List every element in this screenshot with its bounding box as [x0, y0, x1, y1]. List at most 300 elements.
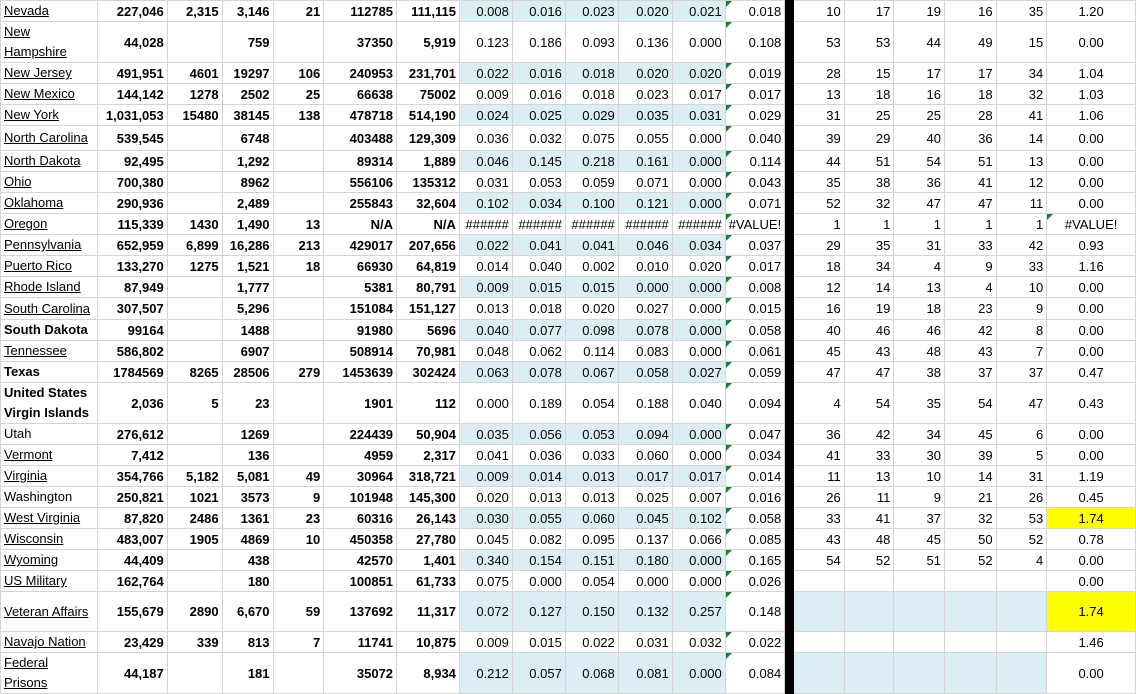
data-cell[interactable] [844, 653, 894, 694]
data-cell[interactable]: 15 [996, 22, 1047, 63]
data-cell[interactable]: 0.071 [618, 172, 672, 193]
data-cell[interactable]: 7,412 [97, 445, 167, 466]
data-cell[interactable]: 0.165 [725, 550, 785, 571]
data-cell[interactable]: 9 [273, 487, 324, 508]
data-cell[interactable]: 1278 [167, 84, 222, 105]
row-name-link[interactable]: Tennessee [4, 343, 67, 358]
data-cell[interactable]: 6,670 [222, 592, 273, 632]
data-cell[interactable]: 0.058 [618, 362, 672, 383]
data-cell[interactable]: 42 [944, 320, 996, 341]
data-cell[interactable]: 5,919 [397, 22, 460, 63]
data-cell[interactable]: 0.020 [672, 256, 725, 277]
data-cell[interactable]: 0.032 [512, 126, 565, 151]
data-cell[interactable]: 17 [944, 63, 996, 84]
row-name-link[interactable]: Oregon [4, 216, 48, 231]
data-cell[interactable]: 0.033 [565, 445, 618, 466]
data-cell[interactable]: 0.058 [725, 320, 785, 341]
data-cell[interactable]: 4601 [167, 63, 222, 84]
data-cell[interactable]: 0.000 [672, 550, 725, 571]
data-cell[interactable]: 450358 [324, 529, 397, 550]
data-cell[interactable]: 0.00 [1047, 424, 1136, 445]
data-cell[interactable] [167, 151, 222, 172]
data-cell[interactable]: 39 [794, 126, 845, 151]
data-cell[interactable] [273, 298, 324, 320]
data-cell[interactable]: 1.46 [1047, 632, 1136, 653]
data-cell[interactable]: 75002 [397, 84, 460, 105]
row-name-link[interactable]: Oklahoma [4, 195, 64, 210]
data-cell[interactable]: 33 [844, 445, 894, 466]
data-cell[interactable]: 26,143 [397, 508, 460, 529]
data-cell[interactable]: 0.218 [565, 151, 618, 172]
data-cell[interactable]: 0.161 [618, 151, 672, 172]
data-cell[interactable]: 0.000 [618, 277, 672, 298]
data-cell[interactable]: 0.077 [512, 320, 565, 341]
data-cell[interactable]: 0.00 [1047, 550, 1136, 571]
data-cell[interactable]: 0.075 [565, 126, 618, 151]
data-cell[interactable]: 0.020 [618, 63, 672, 84]
data-cell[interactable] [794, 592, 845, 632]
data-cell[interactable]: 33 [794, 508, 845, 529]
data-cell[interactable]: 0.078 [618, 320, 672, 341]
data-cell[interactable]: 0.084 [725, 653, 785, 694]
data-cell[interactable]: 478718 [324, 105, 397, 126]
data-cell[interactable]: #VALUE! [1047, 214, 1136, 235]
row-name-link[interactable]: Nevada [4, 3, 49, 18]
data-cell[interactable]: #VALUE! [725, 214, 785, 235]
data-cell[interactable]: 0.018 [565, 84, 618, 105]
data-cell[interactable]: 18 [844, 84, 894, 105]
data-cell[interactable]: 0.102 [459, 193, 512, 214]
data-cell[interactable] [844, 632, 894, 653]
data-cell[interactable]: 8962 [222, 172, 273, 193]
row-name-link[interactable]: New Mexico [4, 86, 75, 101]
data-cell[interactable]: 0.014 [725, 466, 785, 487]
data-cell[interactable]: 145,300 [397, 487, 460, 508]
data-cell[interactable]: 23,429 [97, 632, 167, 653]
data-cell[interactable]: 0.114 [565, 341, 618, 362]
data-cell[interactable]: 0.034 [512, 193, 565, 214]
data-cell[interactable]: 652,959 [97, 235, 167, 256]
data-cell[interactable]: 0.035 [618, 105, 672, 126]
data-cell[interactable]: 64,819 [397, 256, 460, 277]
data-cell[interactable]: 49 [944, 22, 996, 63]
data-cell[interactable]: 0.056 [512, 424, 565, 445]
data-cell[interactable]: 34 [844, 256, 894, 277]
data-cell[interactable]: 0.041 [459, 445, 512, 466]
data-cell[interactable]: 0.018 [512, 298, 565, 320]
data-cell[interactable]: 0.032 [672, 632, 725, 653]
data-cell[interactable] [794, 632, 845, 653]
data-cell[interactable]: 0.212 [459, 653, 512, 694]
data-cell[interactable]: 0.014 [512, 466, 565, 487]
data-cell[interactable]: 2,315 [167, 1, 222, 22]
data-cell[interactable]: 0.018 [725, 1, 785, 22]
data-cell[interactable]: 44,409 [97, 550, 167, 571]
data-cell[interactable]: 15 [844, 63, 894, 84]
data-cell[interactable]: 10 [273, 529, 324, 550]
data-cell[interactable]: 0.000 [672, 424, 725, 445]
data-cell[interactable]: 54 [894, 151, 945, 172]
data-cell[interactable]: 207,656 [397, 235, 460, 256]
data-cell[interactable] [894, 571, 945, 592]
data-cell[interactable]: 4 [794, 383, 845, 424]
data-cell[interactable]: 0.121 [618, 193, 672, 214]
data-cell[interactable]: 43 [944, 341, 996, 362]
data-cell[interactable]: 0.054 [565, 383, 618, 424]
row-name-link[interactable]: Wyoming [4, 552, 59, 567]
data-cell[interactable]: 3,146 [222, 1, 273, 22]
data-cell[interactable] [167, 126, 222, 151]
data-cell[interactable]: 1.74 [1047, 508, 1136, 529]
data-cell[interactable]: 54 [794, 550, 845, 571]
data-cell[interactable]: 60316 [324, 508, 397, 529]
data-cell[interactable]: 13 [844, 466, 894, 487]
data-cell[interactable]: 43 [794, 529, 845, 550]
data-cell[interactable]: 0.040 [512, 256, 565, 277]
data-cell[interactable]: 0.151 [565, 550, 618, 571]
data-cell[interactable]: 45 [944, 424, 996, 445]
data-cell[interactable]: 70,981 [397, 341, 460, 362]
data-cell[interactable]: 0.083 [618, 341, 672, 362]
data-cell[interactable]: 133,270 [97, 256, 167, 277]
data-cell[interactable]: 48 [894, 341, 945, 362]
data-cell[interactable]: 35 [844, 235, 894, 256]
data-cell[interactable]: 224439 [324, 424, 397, 445]
data-cell[interactable]: 0.082 [512, 529, 565, 550]
data-cell[interactable]: 0.43 [1047, 383, 1136, 424]
data-cell[interactable]: 0.031 [672, 105, 725, 126]
data-cell[interactable] [167, 320, 222, 341]
data-cell[interactable]: 0.016 [512, 63, 565, 84]
data-cell[interactable]: 1,889 [397, 151, 460, 172]
data-cell[interactable]: 0.098 [565, 320, 618, 341]
data-cell[interactable]: 0.013 [565, 466, 618, 487]
row-name-cell[interactable] [1, 571, 98, 592]
data-cell[interactable]: 0.025 [512, 105, 565, 126]
data-cell[interactable]: 0.00 [1047, 571, 1136, 592]
data-cell[interactable]: 34 [894, 424, 945, 445]
data-cell[interactable]: 40 [894, 126, 945, 151]
data-cell[interactable]: 30964 [324, 466, 397, 487]
data-cell[interactable]: 31 [996, 466, 1047, 487]
data-cell[interactable]: 7 [996, 341, 1047, 362]
data-cell[interactable]: 0.78 [1047, 529, 1136, 550]
data-cell[interactable]: 47 [844, 362, 894, 383]
data-cell[interactable]: 0.041 [565, 235, 618, 256]
data-cell[interactable]: 13 [996, 151, 1047, 172]
row-name-cell[interactable] [1, 424, 98, 445]
data-cell[interactable]: 1.04 [1047, 63, 1136, 84]
data-cell[interactable]: 37 [894, 508, 945, 529]
data-cell[interactable]: 16 [944, 1, 996, 22]
data-cell[interactable] [794, 571, 845, 592]
data-cell[interactable]: 66930 [324, 256, 397, 277]
data-cell[interactable]: 0.013 [512, 487, 565, 508]
data-cell[interactable]: 0.029 [565, 105, 618, 126]
data-cell[interactable]: 0.016 [512, 1, 565, 22]
data-cell[interactable]: 180 [222, 571, 273, 592]
data-cell[interactable]: 1 [894, 214, 945, 235]
data-cell[interactable]: 11,317 [397, 592, 460, 632]
data-cell[interactable]: 276,612 [97, 424, 167, 445]
data-cell[interactable]: 0.257 [672, 592, 725, 632]
data-cell[interactable]: 2502 [222, 84, 273, 105]
data-cell[interactable]: 0.053 [565, 424, 618, 445]
data-cell[interactable]: 586,802 [97, 341, 167, 362]
data-cell[interactable]: 36 [894, 172, 945, 193]
data-cell[interactable] [273, 341, 324, 362]
row-name-cell[interactable] [1, 341, 98, 362]
data-cell[interactable]: 6748 [222, 126, 273, 151]
row-name-cell[interactable] [1, 63, 98, 84]
data-cell[interactable]: 52 [996, 529, 1047, 550]
data-cell[interactable]: 0.00 [1047, 22, 1136, 63]
data-cell[interactable]: 32,604 [397, 193, 460, 214]
data-cell[interactable]: 13 [894, 277, 945, 298]
data-cell[interactable]: 31 [794, 105, 845, 126]
data-cell[interactable]: 1430 [167, 214, 222, 235]
row-name-cell[interactable] [1, 22, 98, 63]
data-cell[interactable]: 0.188 [618, 383, 672, 424]
data-cell[interactable]: 35072 [324, 653, 397, 694]
data-cell[interactable]: 87,949 [97, 277, 167, 298]
data-cell[interactable] [894, 632, 945, 653]
data-cell[interactable] [894, 592, 945, 632]
data-cell[interactable] [167, 341, 222, 362]
data-cell[interactable]: 1.20 [1047, 1, 1136, 22]
data-cell[interactable]: 0.029 [725, 105, 785, 126]
data-cell[interactable]: 0.000 [618, 571, 672, 592]
data-cell[interactable]: 0.024 [459, 105, 512, 126]
data-cell[interactable] [273, 172, 324, 193]
data-cell[interactable]: 0.010 [618, 256, 672, 277]
data-cell[interactable]: 11 [844, 487, 894, 508]
data-cell[interactable]: 0.014 [459, 256, 512, 277]
data-cell[interactable]: 0.000 [672, 277, 725, 298]
data-cell[interactable]: 438 [222, 550, 273, 571]
data-cell[interactable]: 39 [944, 445, 996, 466]
data-cell[interactable]: 1 [844, 214, 894, 235]
data-cell[interactable]: 5 [996, 445, 1047, 466]
row-name-cell[interactable] [1, 508, 98, 529]
data-cell[interactable]: 0.093 [565, 22, 618, 63]
data-cell[interactable]: 0.00 [1047, 320, 1136, 341]
data-cell[interactable]: 6907 [222, 341, 273, 362]
data-cell[interactable] [167, 653, 222, 694]
row-name-link[interactable]: West Virginia [4, 510, 81, 525]
data-cell[interactable]: 403488 [324, 126, 397, 151]
data-cell[interactable]: 0.000 [672, 151, 725, 172]
data-cell[interactable]: 151,127 [397, 298, 460, 320]
data-cell[interactable]: 41 [996, 105, 1047, 126]
data-cell[interactable]: 36 [794, 424, 845, 445]
data-cell[interactable]: 47 [996, 383, 1047, 424]
data-cell[interactable]: 13 [273, 214, 324, 235]
data-cell[interactable]: 0.071 [725, 193, 785, 214]
row-name-cell[interactable] [1, 653, 98, 694]
data-cell[interactable]: 129,309 [397, 126, 460, 151]
data-cell[interactable]: 0.154 [512, 550, 565, 571]
data-cell[interactable]: 0.000 [672, 445, 725, 466]
data-cell[interactable]: 44,187 [97, 653, 167, 694]
data-cell[interactable]: 429017 [324, 235, 397, 256]
data-cell[interactable]: 0.041 [512, 235, 565, 256]
data-cell[interactable]: 0.037 [725, 235, 785, 256]
data-cell[interactable]: 0.081 [618, 653, 672, 694]
data-cell[interactable]: 66638 [324, 84, 397, 105]
data-cell[interactable]: 11741 [324, 632, 397, 653]
data-cell[interactable]: 40 [794, 320, 845, 341]
data-cell[interactable]: 0.022 [725, 632, 785, 653]
data-cell[interactable]: 44 [794, 151, 845, 172]
data-cell[interactable]: 52 [944, 550, 996, 571]
row-name-link[interactable]: New Hampshire [4, 24, 67, 59]
data-cell[interactable]: 61,733 [397, 571, 460, 592]
data-cell[interactable]: 1.03 [1047, 84, 1136, 105]
data-cell[interactable]: 31 [894, 235, 945, 256]
data-cell[interactable]: 51 [844, 151, 894, 172]
row-name-link[interactable]: Veteran Affairs [4, 603, 89, 619]
data-cell[interactable]: 0.034 [725, 445, 785, 466]
data-cell[interactable]: 0.000 [672, 320, 725, 341]
data-cell[interactable]: 0.189 [512, 383, 565, 424]
data-cell[interactable]: 38 [844, 172, 894, 193]
data-cell[interactable]: 0.094 [618, 424, 672, 445]
data-cell[interactable]: 1275 [167, 256, 222, 277]
row-name-cell[interactable] [1, 592, 98, 632]
data-cell[interactable] [996, 653, 1047, 694]
data-cell[interactable]: 250,821 [97, 487, 167, 508]
data-cell[interactable]: 0.058 [725, 508, 785, 529]
row-name-link[interactable]: Ohio [4, 174, 32, 189]
data-cell[interactable]: 155,679 [97, 592, 167, 632]
data-cell[interactable]: 0.066 [672, 529, 725, 550]
data-cell[interactable]: 46 [844, 320, 894, 341]
data-cell[interactable]: 17 [844, 1, 894, 22]
data-cell[interactable]: 0.000 [672, 193, 725, 214]
data-cell[interactable]: 53 [996, 508, 1047, 529]
data-cell[interactable]: 0.015 [512, 277, 565, 298]
data-cell[interactable]: 0.040 [725, 126, 785, 151]
data-cell[interactable]: 0.00 [1047, 653, 1136, 694]
data-cell[interactable]: 135312 [397, 172, 460, 193]
data-cell[interactable]: 0.018 [565, 63, 618, 84]
row-name-link[interactable]: North Dakota [4, 153, 81, 168]
data-cell[interactable]: 41 [844, 508, 894, 529]
data-cell[interactable]: 0.148 [725, 592, 785, 632]
data-cell[interactable] [844, 592, 894, 632]
data-cell[interactable]: 1269 [222, 424, 273, 445]
data-cell[interactable]: 100851 [324, 571, 397, 592]
data-cell[interactable]: 19297 [222, 63, 273, 84]
data-cell[interactable]: 0.027 [672, 362, 725, 383]
data-cell[interactable] [167, 277, 222, 298]
data-cell[interactable]: 0.022 [459, 235, 512, 256]
data-cell[interactable]: ###### [565, 214, 618, 235]
data-cell[interactable] [894, 653, 945, 694]
data-cell[interactable]: 0.055 [618, 126, 672, 151]
row-name-cell[interactable] [1, 172, 98, 193]
data-cell[interactable]: 1 [944, 214, 996, 235]
data-cell[interactable]: 42 [996, 235, 1047, 256]
data-cell[interactable]: 0.061 [725, 341, 785, 362]
data-cell[interactable]: 0.007 [672, 487, 725, 508]
data-cell[interactable]: 10 [894, 466, 945, 487]
data-cell[interactable]: 0.036 [512, 445, 565, 466]
data-cell[interactable]: 5 [167, 383, 222, 424]
data-cell[interactable]: 0.045 [618, 508, 672, 529]
data-cell[interactable]: 0.055 [512, 508, 565, 529]
data-cell[interactable]: 0.00 [1047, 151, 1136, 172]
data-cell[interactable]: 138 [273, 105, 324, 126]
data-cell[interactable]: 0.015 [512, 632, 565, 653]
data-cell[interactable]: 0.100 [565, 193, 618, 214]
data-cell[interactable]: 0.072 [459, 592, 512, 632]
row-name-cell[interactable] [1, 529, 98, 550]
data-cell[interactable]: 26 [794, 487, 845, 508]
data-cell[interactable]: 30 [894, 445, 945, 466]
data-cell[interactable] [273, 151, 324, 172]
data-cell[interactable]: 231,701 [397, 63, 460, 84]
data-cell[interactable]: 307,507 [97, 298, 167, 320]
data-cell[interactable]: 0.017 [725, 256, 785, 277]
data-cell[interactable]: ###### [672, 214, 725, 235]
data-cell[interactable]: 0.00 [1047, 172, 1136, 193]
data-cell[interactable]: 1.16 [1047, 256, 1136, 277]
data-cell[interactable]: 99164 [97, 320, 167, 341]
data-cell[interactable]: 4959 [324, 445, 397, 466]
data-cell[interactable]: 1021 [167, 487, 222, 508]
data-cell[interactable]: 16 [794, 298, 845, 320]
data-cell[interactable]: 483,007 [97, 529, 167, 550]
row-name-link[interactable]: Vermont [4, 447, 53, 462]
data-cell[interactable]: 9 [894, 487, 945, 508]
data-cell[interactable]: 0.000 [672, 653, 725, 694]
data-cell[interactable]: 53 [844, 22, 894, 63]
data-cell[interactable]: 0.132 [618, 592, 672, 632]
data-cell[interactable]: 52 [844, 550, 894, 571]
data-cell[interactable]: 2,317 [397, 445, 460, 466]
data-cell[interactable]: 1,031,053 [97, 105, 167, 126]
data-cell[interactable]: 5,296 [222, 298, 273, 320]
data-cell[interactable] [794, 653, 845, 694]
row-name-cell[interactable] [1, 193, 98, 214]
row-name-link[interactable]: South Carolina [4, 300, 90, 316]
data-cell[interactable]: 18 [794, 256, 845, 277]
data-cell[interactable]: N/A [324, 214, 397, 235]
data-cell[interactable]: 6,899 [167, 235, 222, 256]
data-cell[interactable]: 0.020 [672, 63, 725, 84]
data-cell[interactable]: 46 [894, 320, 945, 341]
data-cell[interactable]: 1361 [222, 508, 273, 529]
data-cell[interactable]: 18 [944, 84, 996, 105]
data-cell[interactable]: 556106 [324, 172, 397, 193]
data-cell[interactable]: 29 [794, 235, 845, 256]
data-cell[interactable]: 47 [894, 193, 945, 214]
data-cell[interactable]: 0.123 [459, 22, 512, 63]
data-cell[interactable]: 32 [996, 84, 1047, 105]
data-cell[interactable]: 0.000 [672, 126, 725, 151]
data-cell[interactable]: 5,081 [222, 466, 273, 487]
data-cell[interactable] [273, 193, 324, 214]
data-cell[interactable]: 5696 [397, 320, 460, 341]
row-name-cell[interactable] [1, 632, 98, 653]
data-cell[interactable]: 144,142 [97, 84, 167, 105]
data-cell[interactable]: 0.026 [725, 571, 785, 592]
row-name-cell[interactable] [1, 256, 98, 277]
data-cell[interactable] [944, 632, 996, 653]
data-cell[interactable]: 80,791 [397, 277, 460, 298]
